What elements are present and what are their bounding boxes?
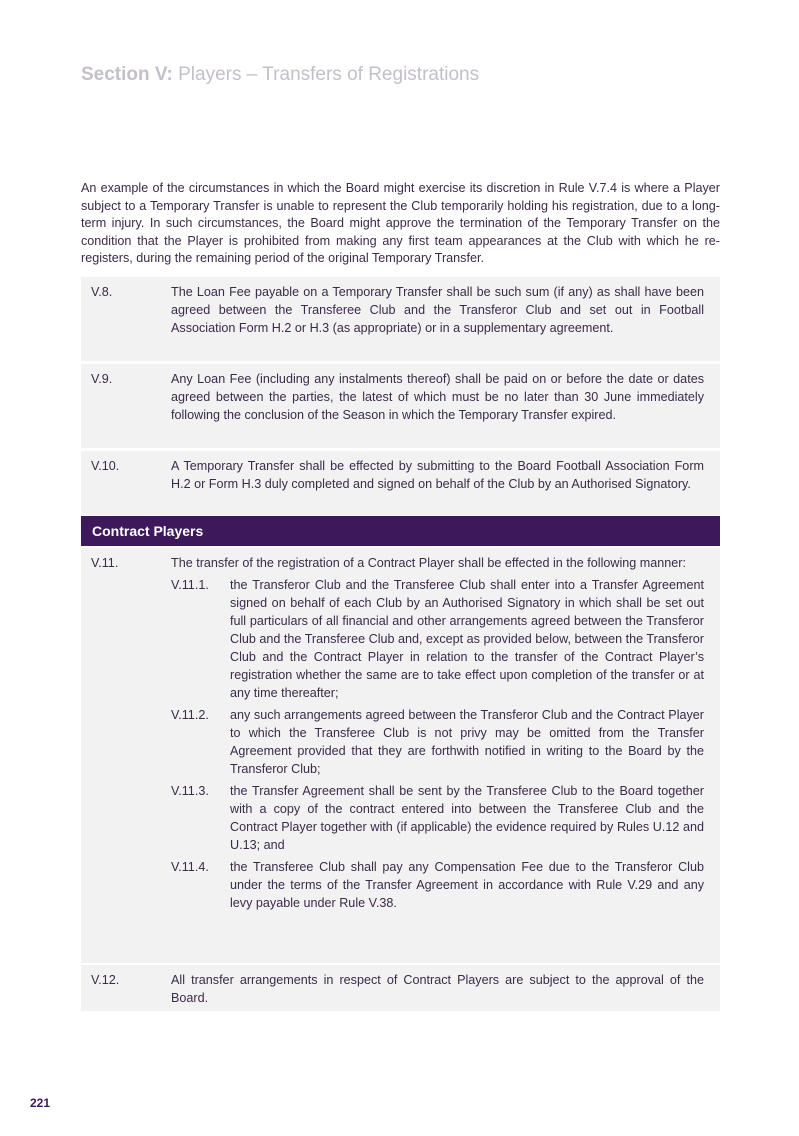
rule-v12-block — [81, 965, 720, 1011]
sub-rule-text: the Transfer Agreement shall be sent by the Transferee Club to the Board together with a copy of the contract entered into between the Transferee Club and the Contract Player together with (if applicable) the evidence required by Rules U.12 and U.13; and — [230, 784, 704, 852]
header-section-label: Section V: — [81, 64, 173, 85]
section-heading-contract-players: Contract Players — [81, 516, 720, 546]
rule-number: V.11. — [91, 556, 119, 570]
sub-rule-row — [171, 858, 704, 912]
rule-v8-block — [81, 277, 720, 361]
rule-text: All transfer arrangements in respect of Contract Players are subject to the approval of the Board. — [171, 973, 704, 1005]
rule-text: Any Loan Fee (including any instalments thereof) shall be paid on or before the date or dates agreed between the parties, the latest of which must be no later than 30 June immediately following the conclusion of the Season in which the Temporary Transfer expired. — [171, 372, 704, 422]
sub-rule-text: any such arrangements agreed between the Transferor Club and the Contract Player to which the Transferee Club is not privy may be omitted from the Transfer Agreement provided that they are forthwith notified in writing to the Board by the Transferor Club; — [230, 708, 704, 776]
rule-v10-block — [81, 451, 720, 515]
rule-v11-block — [81, 548, 720, 963]
rule-number: V.8. — [91, 285, 113, 299]
rule-text: A Temporary Transfer shall be effected by submitting to the Board Football Association Form H.2 or Form H.3 duly completed and signed on behalf of the Club by an Authorised Signatory. — [171, 459, 704, 491]
sub-rule-text: the Transferor Club and the Transferee Club shall enter into a Transfer Agreement signed on behalf of each Club by an Authorised Signatory in which shall be set out full particulars of all financial and other arrangements agreed between the Transferor Club and the Transferee Club and, except as provided below, between the Transferor Club and the Contract Player in relation to the transfer of the Contract Player’s registration whether the same are to take effect upon completion of the transfer or at any time thereafter; — [230, 578, 704, 700]
sub-rule-number: V.11.4. — [171, 860, 209, 874]
sub-rule-number: V.11.1. — [171, 578, 209, 592]
intro-paragraph: An example of the circumstances in which the Board might exercise its discretion in Rule V.7.4 is where a Player subject to a Temporary Transfer is unable to represent the Club temporarily holding his registration, due to a long-term injury. In such circumstances, the Board might approve the termination of the Temporary Transfer on the condition that the Player is prohibited from making any first team appearances at the Club with which he re-registers, during the remaining period of the original Temporary Transfer. — [81, 181, 720, 266]
rule-row — [81, 548, 720, 912]
sub-rule-row — [171, 782, 704, 854]
header-title: Players – Transfers of Registrations — [172, 64, 480, 85]
rule-number: V.9. — [91, 372, 113, 386]
page-number: 221 — [30, 1096, 51, 1110]
sub-rule-number: V.11.2. — [171, 708, 209, 722]
rule-content — [171, 554, 704, 912]
rule-text: The transfer of the registration of a Contract Player shall be effected in the following manner: — [171, 556, 686, 570]
sub-rule-row — [171, 706, 704, 778]
rule-row — [81, 277, 720, 337]
rule-row — [81, 451, 720, 493]
rule-text: The Loan Fee payable on a Temporary Transfer shall be such sum (if any) as shall have been agreed between the Transferee Club and the Transferor Club and set out in Football Association Form H.2 or H.3 (as appropriate) or in a supplementary agreement. — [171, 285, 704, 335]
rule-row — [81, 364, 720, 424]
rule-row — [81, 965, 720, 1007]
sub-rule-row — [171, 576, 704, 702]
rule-v9-block — [81, 364, 720, 448]
rule-number: V.10. — [91, 459, 120, 473]
page-header — [81, 64, 479, 86]
sub-rule-text: the Transferee Club shall pay any Compensation Fee due to the Transferor Club under the terms of the Transfer Agreement in accordance with Rule V.29 and any levy payable under Rule V.38. — [230, 860, 704, 910]
rule-number: V.12. — [91, 973, 120, 987]
sub-rule-number: V.11.3. — [171, 784, 209, 798]
